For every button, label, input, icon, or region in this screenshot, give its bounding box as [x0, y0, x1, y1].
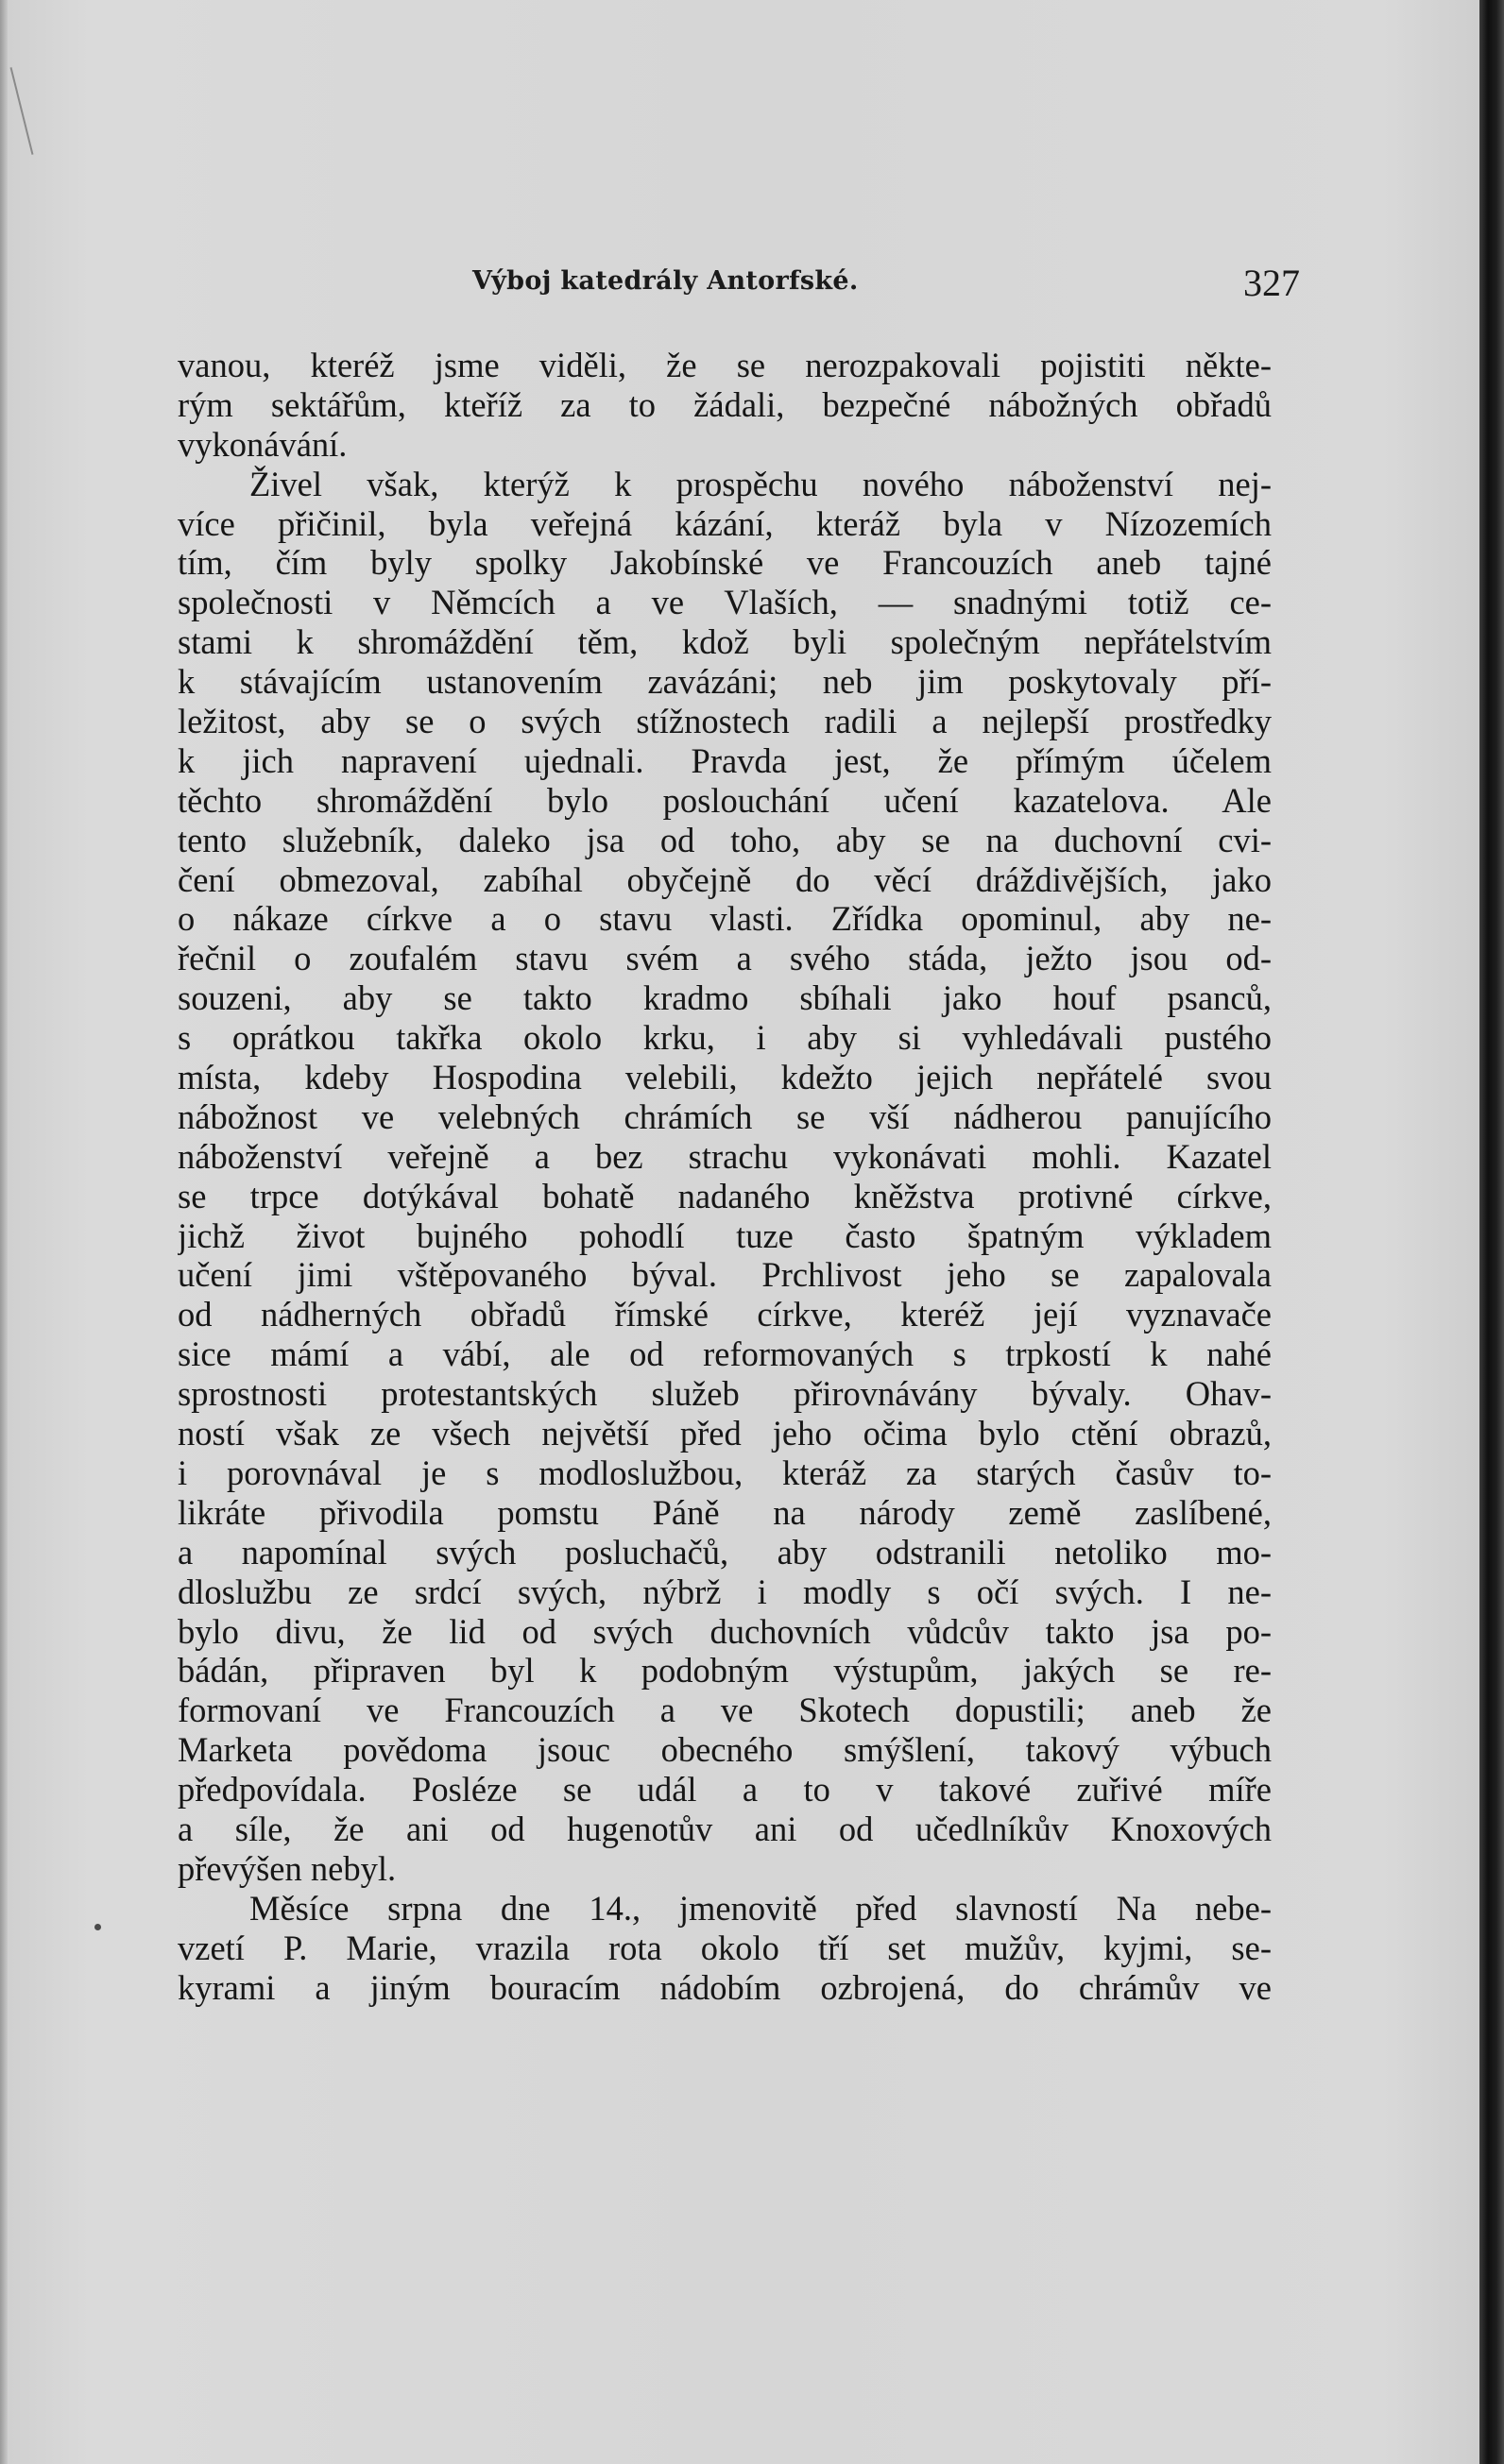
text-line: předpovídala. Posléze se udál a to v takové zuřivé míře: [178, 1770, 1272, 1810]
text-line: řečnil o zoufalém stavu svém a svého stáda, ježto jsou od-: [178, 939, 1272, 978]
text-line: dloslužbu ze srdcí svých, nýbrž i modly s očí svých. I ne-: [178, 1572, 1272, 1611]
text-line: k jich napravení ujednali. Pravda jest, že přímým účelem: [178, 740, 1272, 780]
running-header: [179, 262, 1300, 308]
text-line: vzetí P. Marie, vrazila rota okolo tří set mužův, kyjmi, se-: [178, 1928, 1272, 1967]
text-line: sice mámí a vábí, ale od reformovaných s trpkostí k nahé: [178, 1334, 1272, 1374]
text-line: místa, kdeby Hospodina velebili, kdežto jejich nepřátelé svou: [178, 1058, 1272, 1097]
text-line: bylo divu, že lid od svých duchovních vůdcův takto jsa po-: [178, 1611, 1272, 1651]
text-line: Marketa povědoma jsouc obecného smýšlení, takový výbuch: [178, 1730, 1272, 1770]
page-left-edge: [0, 0, 8, 2464]
text-line: od nádherných obřadů římské církve, kteréž její vyznavače: [178, 1295, 1272, 1334]
text-line: těchto shromáždění bylo poslouchání učení kazatelova. Ale: [178, 780, 1272, 820]
text-line: společnosti v Němcích a ve Vlaších, — snadnými totiž ce-: [178, 583, 1272, 622]
text-line: čení obmezoval, zabíhal obyčejně do věcí dráždivějších, jako: [178, 859, 1272, 899]
text-line: likráte přivodila pomstu Páně na národy země zaslíbené,: [178, 1492, 1272, 1532]
text-line: i porovnával je s modloslužbou, kteráž za starých časův to-: [178, 1453, 1272, 1492]
margin-dot: [94, 1924, 101, 1930]
text-line: se trpce dotýkával bohatě nadaného kněžstva protivné církve,: [178, 1176, 1272, 1215]
text-line: Živel však, kterýž k prospěchu nového náboženství nej-: [249, 464, 1272, 503]
text-line: převýšen nebyl.: [178, 1848, 397, 1888]
text-line: vykonávání.: [178, 424, 348, 464]
text-line: rým sektářům, kteříž za to žádali, bezpečné nábožných obřadů: [178, 384, 1272, 424]
text-line: jichž život bujného pohodlí tuze často špatným výkladem: [178, 1215, 1272, 1255]
text-line: souzeni, aby se takto kradmo sbíhali jako houf psanců,: [178, 978, 1272, 1018]
text-line: tento služebník, daleko jsa od toho, aby se na duchovní cvi-: [178, 820, 1272, 859]
text-line: učení jimi vštěpovaného býval. Prchlivost jeho se zapalovala: [178, 1255, 1272, 1295]
text-line: o nákaze církve a o stavu vlasti. Zřídka opominul, aby ne-: [178, 899, 1272, 939]
text-line: více přičinil, byla veřejná kázání, kteráž byla v Nízozemích: [178, 503, 1272, 543]
text-line: ležitost, aby se o svých stížnostech radili a nejlepší prostředky: [178, 702, 1272, 741]
text-line: náboženství veřejně a bez strachu vykonávati mohli. Kazatel: [178, 1136, 1272, 1176]
text-line: k stávajícím ustanovením zavázáni; neb jim poskytovaly pří-: [178, 662, 1272, 702]
page-number: 327: [1243, 262, 1300, 304]
body-text: [178, 346, 1272, 2007]
text-line: stami k shromáždění těm, kdož byli společným nepřátelstvím: [178, 622, 1272, 662]
text-line: ností však ze všech největší před jeho očima bylo ctění obrazů,: [178, 1414, 1272, 1453]
text-line: sprostnosti protestantských služeb přirovnávány bývaly. Ohav-: [178, 1374, 1272, 1414]
text-line: kyrami a jiným bouracím nádobím ozbrojená, do chrámův ve: [178, 1967, 1272, 2007]
text-line: a síle, že ani od hugenotův ani od učedlníkův Knoxových: [178, 1809, 1272, 1848]
text-line: s oprátkou takřka okolo krku, i aby si vyhledávali pustého: [178, 1018, 1272, 1058]
page-right-edge-shadow: [1479, 0, 1504, 2464]
text-line: a napomínal svých posluchačů, aby odstranili netoliko mo-: [178, 1532, 1272, 1572]
running-title: Výboj katedrály Antorfské.: [472, 266, 859, 296]
text-line: Měsíce srpna dne 14., jmenovitě před slavností Na nebe-: [249, 1888, 1272, 1928]
text-line: vanou, kteréž jsme viděli, že se nerozpakovali pojistiti někte-: [178, 346, 1272, 384]
text-line: formovaní ve Francouzích a ve Skotech dopustili; aneb že: [178, 1691, 1272, 1730]
text-line: bádán, připraven byl k podobným výstupům, jakých se re-: [178, 1651, 1272, 1691]
text-line: nábožnost ve velebných chrámích se vší nádherou panujícího: [178, 1096, 1272, 1136]
text-line: tím, čím byly spolky Jakobínské ve Francouzích aneb tajné: [178, 543, 1272, 583]
